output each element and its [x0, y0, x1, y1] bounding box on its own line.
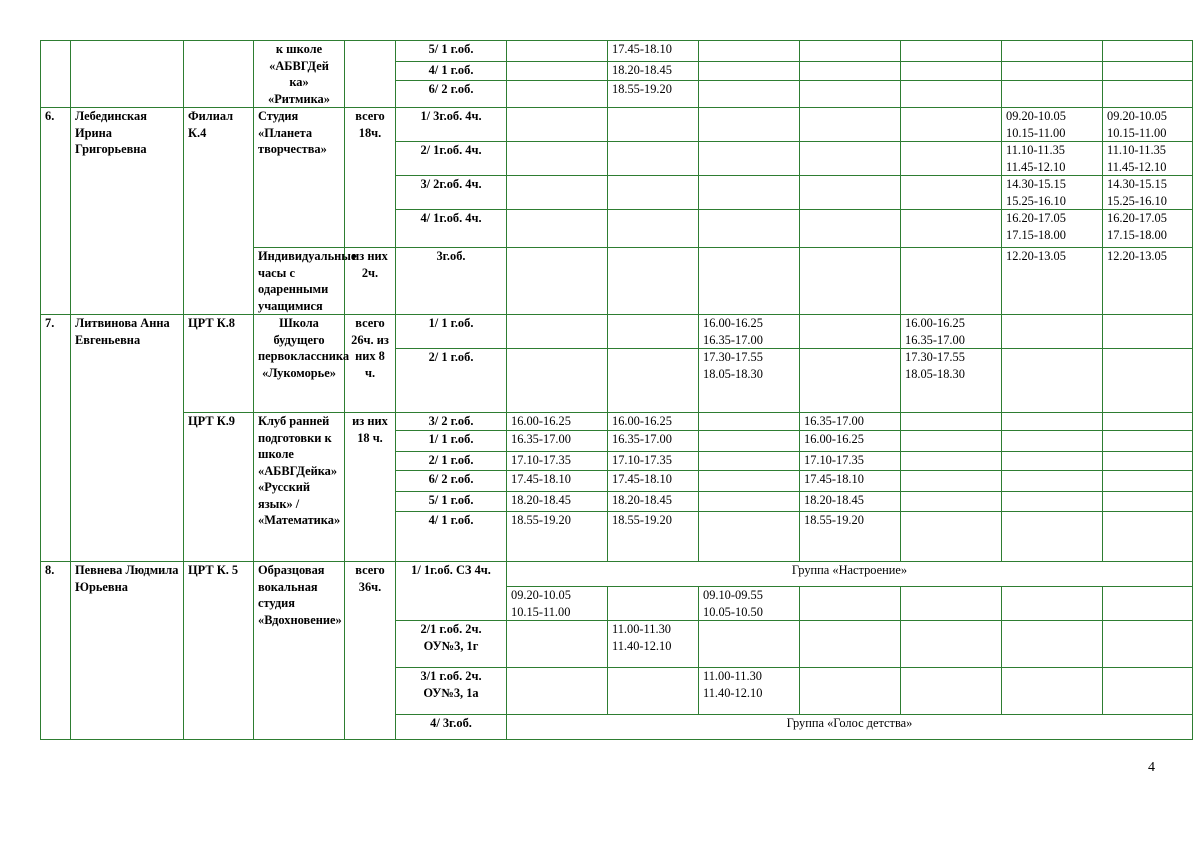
group-cell: 3/ 2г.об. 4ч.: [396, 176, 507, 210]
group-cell: 2/ 1 г.об.: [396, 349, 507, 413]
row-number: 8.: [41, 562, 71, 740]
time-cell: 16.20-17.05 17.15-18.00: [1002, 210, 1103, 248]
place-cell: [184, 41, 254, 108]
teacher-cell: [71, 41, 184, 108]
program-cell: Образцовая вокальная студия «Вдохновение»: [254, 562, 345, 740]
group-cell: 1/ 1 г.об.: [396, 315, 507, 349]
schedule-table: [40, 40, 1193, 740]
hours-cell: всего 36ч.: [345, 562, 396, 740]
group-cell: 4/ 1 г.об.: [396, 62, 507, 80]
group-cell: 5/ 1 г.об.: [396, 492, 507, 512]
time-cell: 17.10-17.35: [507, 452, 608, 471]
time-cell: 09.10-09.55 10.05-10.50: [699, 587, 800, 621]
time-cell: 16.20-17.05 17.15-18.00: [1103, 210, 1193, 248]
num-cell: [41, 41, 71, 108]
hours-cell: всего 18ч.: [345, 108, 396, 248]
hours-cell: из них 18 ч.: [345, 413, 396, 562]
group-cell: 4/ 3г.об.: [396, 715, 507, 740]
time-cell: 11.10-11.35 11.45-12.10: [1103, 142, 1193, 176]
group-cell: 1/ 1г.об. СЗ 4ч.: [396, 562, 507, 621]
place-cell: Филиал К.4: [184, 108, 254, 315]
time-cell: 17.30-17.55 18.05-18.30: [699, 349, 800, 413]
time-cell: 16.35-17.00: [800, 413, 901, 431]
time-cell: 09.20-10.05 10.15-11.00: [1103, 108, 1193, 142]
group-label: 2/1 г.об. 2ч.: [420, 622, 482, 636]
group-cell: 4/ 1 г.об.: [396, 512, 507, 562]
group-cell: 2/ 1г.об. 4ч.: [396, 142, 507, 176]
time-cell: 14.30-15.15 15.25-16.10: [1103, 176, 1193, 210]
group-note: ОУ№3, 1а: [423, 685, 479, 700]
time-cell: 16.35-17.00: [608, 431, 699, 452]
time-cell: 18.20-18.45: [608, 492, 699, 512]
time-cell: 17.45-18.10: [608, 471, 699, 492]
time-cell: 17.10-17.35: [608, 452, 699, 471]
group-cell: 1/ 1 г.об.: [396, 431, 507, 452]
group-cell: [396, 621, 507, 668]
page-number: 4: [1148, 760, 1155, 775]
time-cell: 09.20-10.05 10.15-11.00: [507, 587, 608, 621]
time-cell: 18.20-18.45: [608, 62, 699, 80]
group-cell: 4/ 1г.об. 4ч.: [396, 210, 507, 248]
time-cell: 09.20-10.05 10.15-11.00: [1002, 108, 1103, 142]
group-note: ОУ№3, 1г: [423, 638, 479, 653]
group-cell: [396, 668, 507, 715]
program-cell: Индивидуальные часы с одаренными учащимися: [254, 248, 345, 315]
group-cell: 2/ 1 г.об.: [396, 452, 507, 471]
group-name-header: Группа «Настроение»: [507, 562, 1193, 587]
time-cell: 16.00-16.25: [507, 413, 608, 431]
place-cell: ЦРТ К.9: [184, 413, 254, 562]
time-cell: 18.55-19.20: [507, 512, 608, 562]
time-cell: 11.00-11.30 11.40-12.10: [699, 668, 800, 715]
time-cell: 18.55-19.20: [608, 80, 699, 107]
time-cell: 17.10-17.35: [800, 452, 901, 471]
group-cell: 3/ 2 г.об.: [396, 413, 507, 431]
time-cell: 17.45-18.10: [608, 41, 699, 62]
group-cell: 1/ 3г.об. 4ч.: [396, 108, 507, 142]
time-cell: 16.00-16.25 16.35-17.00: [901, 315, 1002, 349]
time-cell: 17.45-18.10: [507, 471, 608, 492]
time-cell: 16.00-16.25: [800, 431, 901, 452]
program-cell: к школе «АБВГДей ка» «Ритмика»: [254, 41, 345, 108]
group-label: 3/1 г.об. 2ч.: [420, 669, 482, 683]
teacher-name: Литвинова Анна Евгеньевна: [71, 315, 184, 562]
time-cell: 11.00-11.30 11.40-12.10: [608, 621, 699, 668]
hours-cell: из них 2ч.: [345, 248, 396, 315]
place-cell: ЦРТ К.8: [184, 315, 254, 413]
group-name-header: Группа «Голос детства»: [507, 715, 1193, 740]
teacher-name: Певнева Людмила Юрьевна: [71, 562, 184, 740]
group-cell: 6/ 2 г.об.: [396, 80, 507, 107]
teacher-name: Лебединская Ирина Григорьевна: [71, 108, 184, 315]
time-cell: 12.20-13.05: [1103, 248, 1193, 315]
time-cell: 17.30-17.55 18.05-18.30: [901, 349, 1002, 413]
time-cell: 14.30-15.15 15.25-16.10: [1002, 176, 1103, 210]
time-cell: 16.35-17.00: [507, 431, 608, 452]
time-cell: 18.55-19.20: [800, 512, 901, 562]
time-cell: 16.00-16.25: [608, 413, 699, 431]
time-cell: 18.20-18.45: [507, 492, 608, 512]
time-cell: 18.55-19.20: [608, 512, 699, 562]
row-number: 6.: [41, 108, 71, 315]
program-cell: Школа будущего первоклассника «Лукоморье»: [254, 315, 345, 413]
program-cell: Студия «Планета творчества»: [254, 108, 345, 248]
time-cell: 17.45-18.10: [800, 471, 901, 492]
place-cell: ЦРТ К. 5: [184, 562, 254, 740]
hours-cell: [345, 41, 396, 108]
program-cell: Клуб ранней подготовки к школе «АБВГДейка» «Русский язык» / «Математика»: [254, 413, 345, 562]
group-cell: 3г.об.: [396, 248, 507, 315]
time-cell: 16.00-16.25 16.35-17.00: [699, 315, 800, 349]
group-cell: 6/ 2 г.об.: [396, 471, 507, 492]
time-cell: 12.20-13.05: [1002, 248, 1103, 315]
row-number: 7.: [41, 315, 71, 562]
group-cell: 5/ 1 г.об.: [396, 41, 507, 62]
time-cell: 11.10-11.35 11.45-12.10: [1002, 142, 1103, 176]
time-cell: 18.20-18.45: [800, 492, 901, 512]
hours-cell: всего 26ч. из них 8 ч.: [345, 315, 396, 413]
